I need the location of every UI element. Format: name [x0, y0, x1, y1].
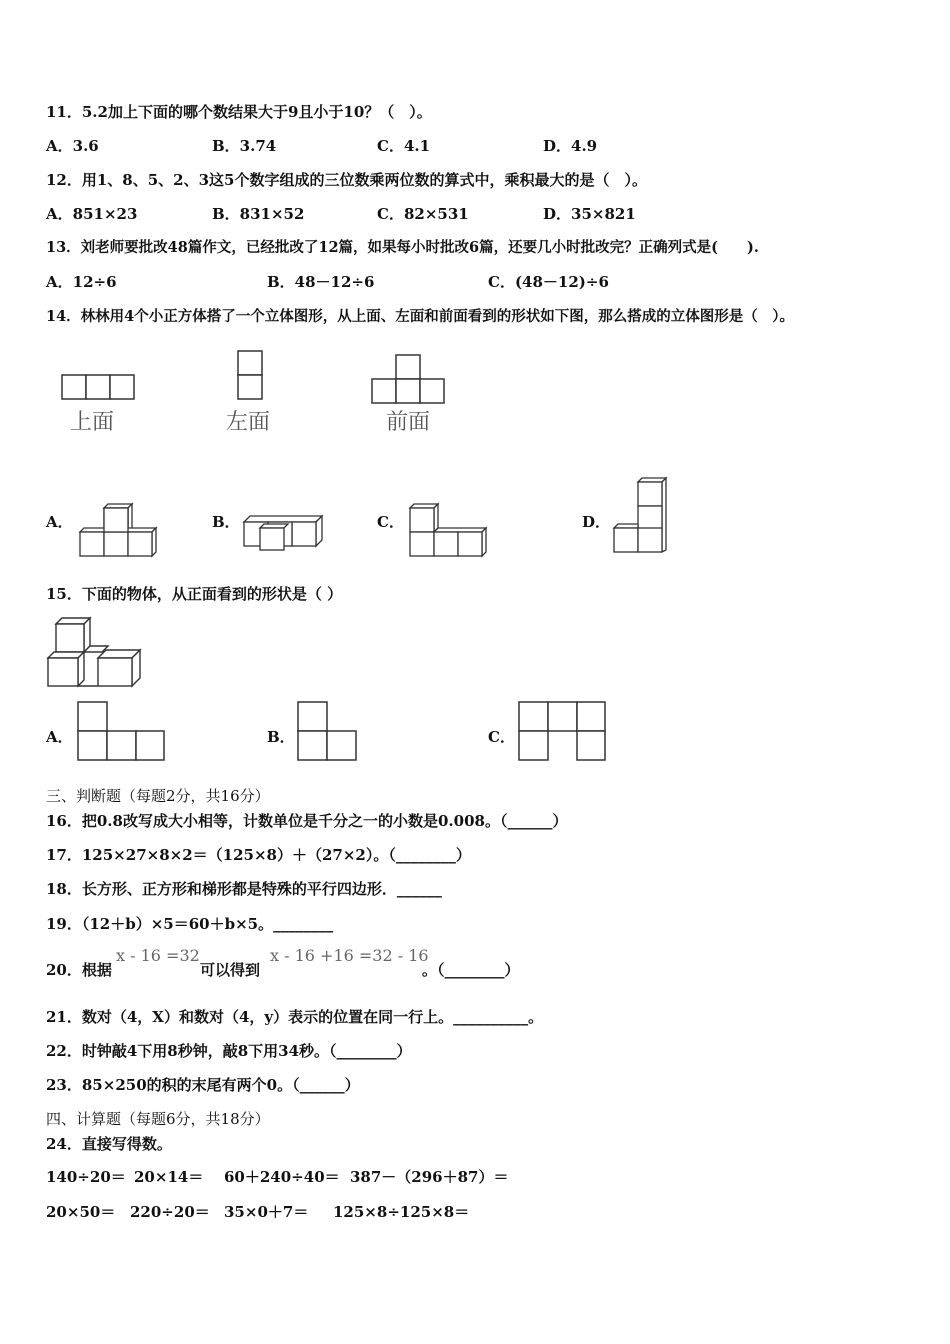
q18-text: 18．长方形、正方形和梯形都是特殊的平行四边形．______: [46, 880, 442, 898]
section4-heading: 四、计算题（每题6分，共18分）: [46, 1110, 270, 1128]
q20-prefix: 20．根据: [46, 961, 112, 979]
q15-option-c-figure[interactable]: [517, 700, 607, 762]
q12-text: 12．用1、8、5、2、3这5个数字组成的三位数乘两位数的算式中，乘积最大的是（ ）。: [46, 171, 647, 189]
calc-item: 125×8÷125×8＝: [333, 1203, 470, 1221]
q15-option-a-figure[interactable]: [76, 700, 166, 762]
q21-text: 21．数对（4，X）和数对（4，y）表示的位置在同一行上。__________。: [46, 1008, 544, 1026]
q15-option-b[interactable]: B．: [267, 728, 295, 746]
q12-option-c[interactable]: C．82×531: [377, 205, 469, 223]
q12-option-d[interactable]: D．35×821: [543, 205, 636, 223]
q17-text: 17．125×27×8×2＝（125×8）＋（27×2）。（________）: [46, 846, 471, 864]
q16-text: 16．把0.8改写成大小相等，计数单位是千分之一的小数是0.008。（______）: [46, 812, 568, 830]
q13-option-a[interactable]: A．12÷6: [46, 273, 117, 291]
calc-item: 20×14＝: [134, 1168, 204, 1186]
q11-option-b[interactable]: B．3.74: [212, 137, 277, 155]
top-view-caption: 上面: [70, 410, 115, 435]
q12-option-a[interactable]: A．851×23: [46, 205, 138, 223]
top-view-figure: [60, 373, 136, 401]
q13-option-b[interactable]: B．48－12÷6: [267, 273, 375, 291]
section3-heading: 三、判断题（每题2分，共16分）: [46, 787, 270, 805]
q14-option-c-figure[interactable]: [406, 500, 492, 558]
calc-item: 387－（296＋87）＝: [350, 1168, 509, 1186]
calc-item: 140÷20＝: [46, 1168, 126, 1186]
q15-option-b-figure[interactable]: [296, 700, 358, 762]
q22-text: 22．时钟敲4下用8秒钟，敲8下用34秒。（________）: [46, 1042, 412, 1060]
q20-equation-2: x - 16 +16 =32 - 16: [270, 946, 429, 965]
q14-option-b[interactable]: B．: [212, 513, 240, 531]
q11-text: 11．5.2加上下面的哪个数结果大于9且小于10？（ ）。: [46, 103, 432, 121]
q23-text: 23．85×250的积的末尾有两个0。（______）: [46, 1076, 360, 1094]
calc-item: 220÷20＝: [130, 1203, 210, 1221]
q12-option-b[interactable]: B．831×52: [212, 205, 305, 223]
front-view-figure: [370, 353, 446, 405]
q13-text: 13．刘老师要批改48篇作文，已经批改了12篇，如果每小时批改6篇，还要几小时批改完？正确列式是( ).: [46, 239, 759, 256]
q14-option-a[interactable]: A．: [46, 513, 73, 531]
q14-option-d[interactable]: D．: [582, 513, 611, 531]
q14-option-c[interactable]: C．: [377, 513, 404, 531]
q15-object-figure: [44, 614, 144, 690]
q11-option-a[interactable]: A．3.6: [46, 137, 99, 155]
q14-text: 14．林林用4个小正方体搭了一个立体图形，从上面、左面和前面看到的形状如下图，那么搭成的立体图形是（ ）。: [46, 308, 795, 325]
q20-suffix: 。（________）: [422, 961, 520, 979]
calc-item: 35×0＋7＝: [224, 1203, 309, 1221]
q11-option-c[interactable]: C．4.1: [377, 137, 431, 155]
q14-option-a-figure[interactable]: [76, 500, 160, 558]
left-view-caption: 左面: [226, 410, 271, 435]
q13-option-c[interactable]: C．(48－12)÷6: [488, 273, 609, 291]
q20-middle: 可以得到: [200, 961, 261, 979]
q15-option-a[interactable]: A．: [46, 728, 73, 746]
q24-text: 24．直接写得数。: [46, 1135, 172, 1153]
calc-item: 20×50＝: [46, 1203, 116, 1221]
q19-text: 19．（12＋b）×5＝60＋b×5。________: [46, 915, 334, 933]
q15-text: 15．下面的物体，从正面看到的形状是（ ）: [46, 585, 343, 603]
left-view-figure: [236, 349, 266, 401]
q14-option-d-figure[interactable]: [610, 474, 672, 554]
q20-equation-1: x - 16 =32: [116, 946, 200, 965]
q15-option-c[interactable]: C．: [488, 728, 515, 746]
q14-option-b-figure[interactable]: [240, 512, 324, 554]
front-view-caption: 前面: [386, 410, 431, 435]
q11-option-d[interactable]: D．4.9: [543, 137, 598, 155]
calc-item: 60＋240÷40＝: [224, 1168, 340, 1186]
